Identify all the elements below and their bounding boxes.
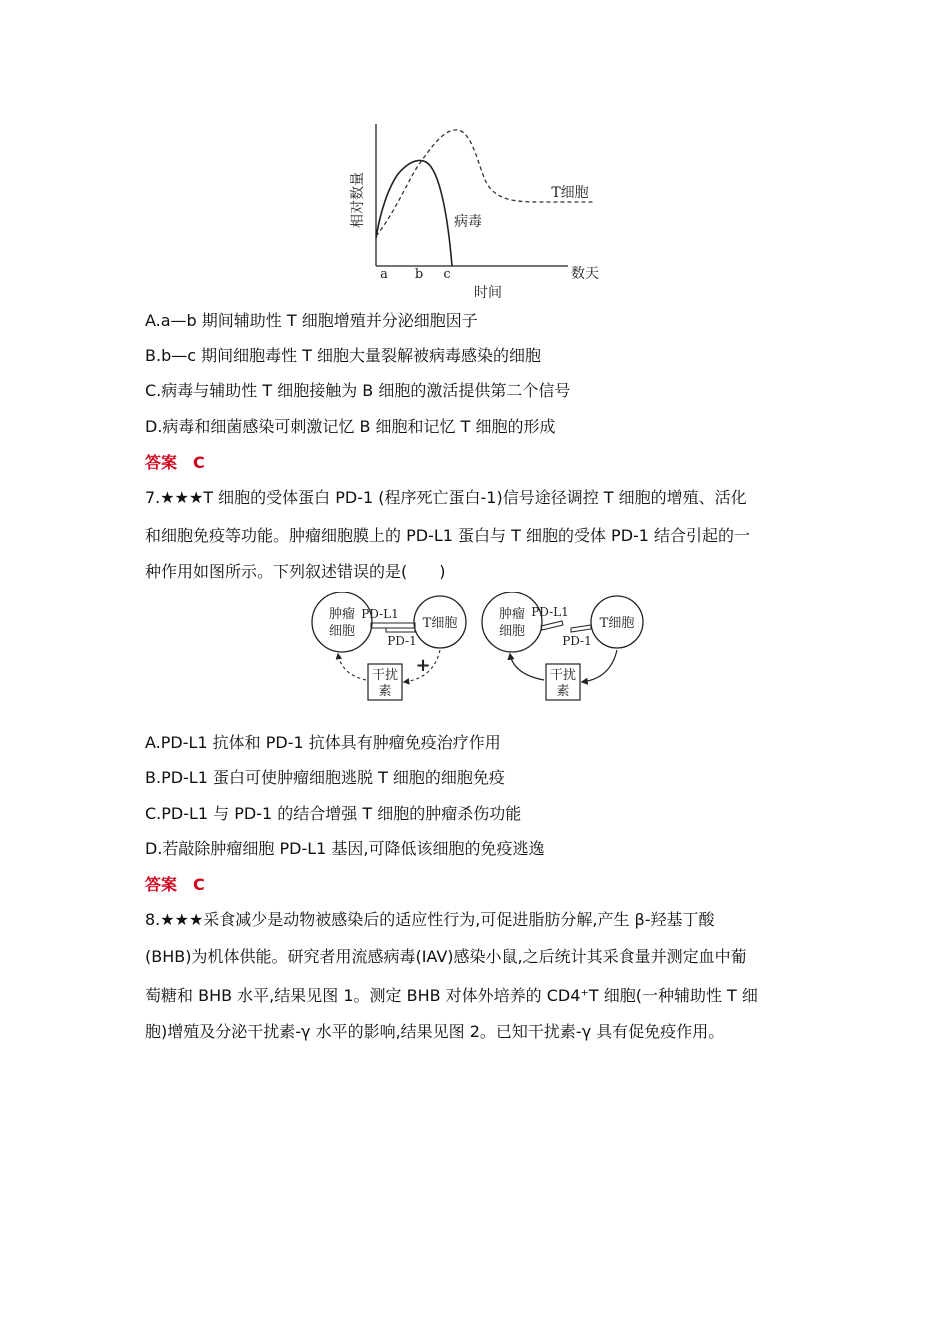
tumor-cell-left-label-2: 细胞 (328, 624, 356, 639)
q7-stem-line1: 7.★★★T 细胞的受体蛋白 PD-1 (程序死亡蛋白-1)信号途径调控 T 细胞的增殖、活化 (145, 488, 747, 507)
q7-stem-line3: 种作用如图所示。下列叙述错误的是( ) (145, 562, 446, 581)
q7-option-b: B.PD-L1 蛋白可使肿瘤细胞逃脱 T 细胞的细胞免疫 (145, 768, 505, 787)
solid-arrow-ifn-to-tumor (510, 654, 544, 680)
pdl1-label-left: PD-L1 (361, 607, 399, 621)
pd1-pdl1-diagram (300, 592, 650, 704)
pdl1-label-right: PD-L1 (531, 605, 569, 619)
q6-option-d: D.病毒和细菌感染可刺激记忆 B 细胞和记忆 T 细胞的形成 (145, 417, 556, 436)
plus-mark: + (415, 655, 431, 676)
q6-answer: 答案 C (145, 453, 205, 472)
t-cell-left-label: T细胞 (422, 616, 458, 631)
q7-option-c: C.PD-L1 与 PD-1 的结合增强 T 细胞的肿瘤杀伤功能 (145, 804, 522, 823)
q6-option-c: C.病毒与辅助性 T 细胞接触为 B 细胞的激活提供第二个信号 (145, 381, 571, 400)
q7-stem-line2: 和细胞免疫等功能。肿瘤细胞膜上的 PD-L1 蛋白与 T 细胞的受体 PD-1 结合引起的一 (145, 526, 751, 545)
x-unit-label: 数天 (571, 266, 599, 282)
dashed-arrow-ifn-to-tumor (338, 654, 366, 680)
q8-stem-line1: 8.★★★采食减少是动物被感染后的适应性行为,可促进脂肪分解,产生 β-羟基丁酸 (145, 910, 715, 929)
virus-curve (376, 161, 452, 267)
pd1-label-left: PD-1 (387, 634, 417, 648)
interferon-right-label-1: 干扰 (549, 668, 577, 683)
tumor-cell-left (312, 592, 372, 652)
virus-tcell-chart (340, 118, 610, 303)
interferon-right-label-2: 素 (556, 684, 570, 699)
pdl1-bar-left (371, 623, 415, 628)
q7-option-d: D.若敲除肿瘤细胞 PD-L1 基因,可降低该细胞的免疫逃逸 (145, 839, 545, 858)
tumor-cell-right (482, 592, 542, 652)
q6-option-b: B.b—c 期间细胞毒性 T 细胞大量裂解被病毒感染的细胞 (145, 346, 542, 365)
tumor-cell-left-label-1: 肿瘤 (328, 607, 356, 622)
y-axis-label: 相对数量 (350, 172, 366, 228)
t-cell-curve (376, 130, 595, 236)
x-axis-label: 时间 (474, 285, 502, 301)
pd1-bar-left (386, 628, 415, 632)
t-cell-right-label: T细胞 (599, 616, 635, 631)
tick-b: b (414, 267, 424, 282)
virus-label: 病毒 (454, 214, 482, 230)
pd1-bar-right (571, 625, 591, 632)
pdl1-bar-right (541, 621, 563, 630)
solid-arrow-tcell-to-ifn (582, 650, 617, 682)
right-panel (482, 592, 643, 700)
q8-stem-line4: 胞)增殖及分泌干扰素-γ 水平的影响,结果见图 2。已知干扰素-γ 具有促免疫作用。 (145, 1022, 725, 1041)
interferon-left-label-2: 素 (378, 684, 392, 699)
pd1-label-right: PD-1 (562, 634, 592, 648)
q8-stem-line3: 萄糖和 BHB 水平,结果见图 1。测定 BHB 对体外培养的 CD4⁺T 细胞(一种辅助性 T 细 (145, 986, 758, 1005)
q7-option-a: A.PD-L1 抗体和 PD-1 抗体具有肿瘤免疫治疗作用 (145, 733, 501, 752)
interferon-left-label-1: 干扰 (371, 668, 399, 683)
tumor-cell-right-label-2: 细胞 (498, 624, 526, 639)
q8-stem-line2: (BHB)为机体供能。研究者用流感病毒(IAV)感染小鼠,之后统计其采食量并测定血中葡 (145, 947, 747, 966)
t-cell-label: T细胞 (551, 185, 589, 201)
left-panel (312, 592, 466, 700)
tick-a: a (380, 267, 388, 282)
q6-option-a: A.a—b 期间辅助性 T 细胞增殖并分泌细胞因子 (145, 311, 478, 330)
tick-c: c (443, 267, 451, 282)
q7-answer: 答案 C (145, 875, 205, 894)
tumor-cell-right-label-1: 肿瘤 (498, 607, 526, 622)
